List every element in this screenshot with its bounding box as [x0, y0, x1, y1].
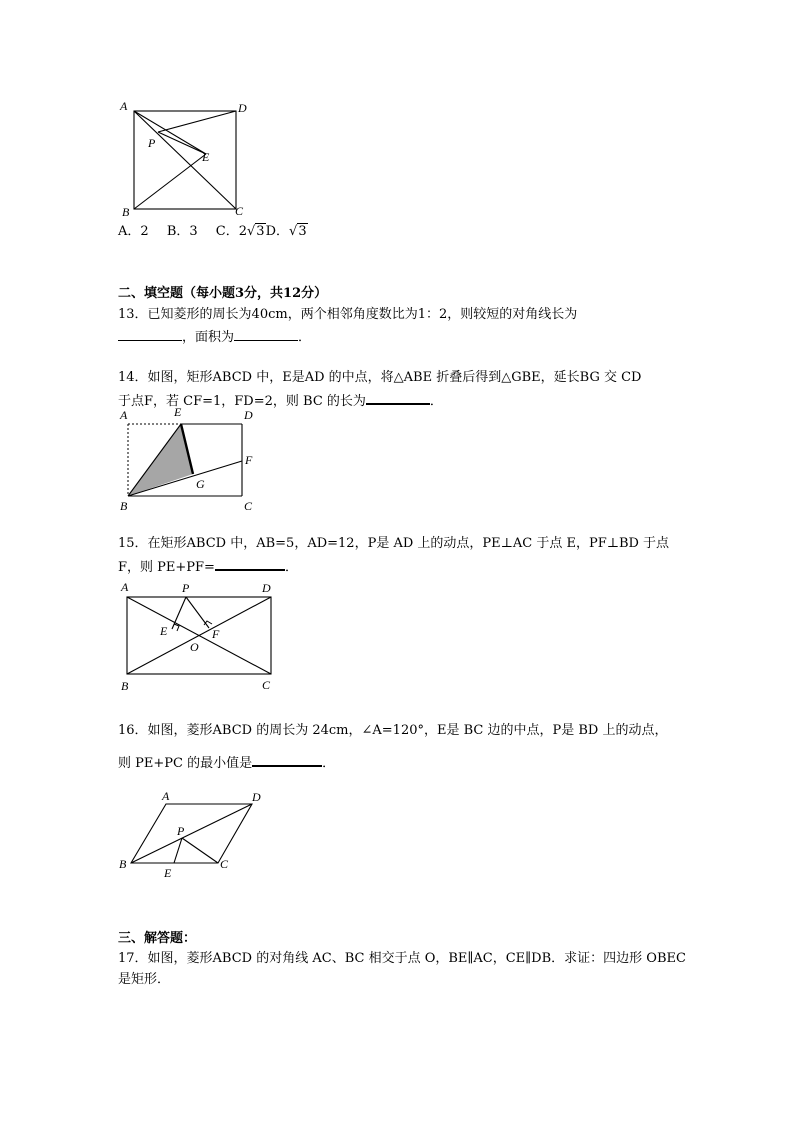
q12-choices: [118, 224, 308, 240]
q13-line2-end: ．: [298, 330, 312, 345]
q16-label-p: P: [177, 824, 185, 838]
q12-label-d: D: [238, 101, 247, 115]
q15-line2-text: F，则 PE+PF=: [118, 560, 215, 575]
section-3-title: 三、解答题：: [118, 931, 197, 946]
q13-answer-blank-2: [234, 328, 298, 341]
q13-answer-blank-1: [118, 328, 182, 341]
q14-label-g: G: [196, 477, 205, 491]
q14-line2-end: ．: [429, 394, 443, 409]
q12-label-b: B: [122, 205, 130, 219]
q14-rectangle-figure: [114, 404, 264, 516]
q14-answer-blank: [366, 391, 430, 405]
q15-label-b: B: [121, 679, 129, 693]
q16-line2: [118, 753, 335, 772]
q15-line2: [118, 557, 298, 576]
q12-choice-d-radicand: 3: [298, 224, 307, 239]
q15-label-d: D: [262, 581, 271, 595]
q16-label-b: B: [119, 857, 127, 871]
q14-label-c: C: [244, 499, 253, 513]
q12-choice-c-prefix: C．2: [215, 224, 247, 239]
q16-line2-text: 则 PE+PC 的最小值是: [118, 756, 253, 771]
q13-line2-mid: ，面积为: [182, 330, 235, 345]
q14-label-d: D: [244, 408, 253, 422]
q17-line2: 是矩形．: [118, 972, 171, 987]
q12-choice-d: D．√3: [265, 224, 307, 239]
section-2-title: 二、填空题（每小题3分，共12分）: [118, 286, 328, 301]
q16-line1: 16．如图，菱形ABCD 的周长为 24cm，∠A=120°，E是 BC 边的中点，P是 BD 上的动点，: [118, 723, 668, 738]
q15-line2-end: ．: [284, 560, 298, 575]
q14-line1: 14．如图，矩形ABCD 中，E是AD 的中点，将△ABE 折叠后得到△GBE，延长BG 交 CD: [118, 370, 642, 385]
q12-choice-d-prefix: D．: [265, 224, 290, 239]
q16-label-e: E: [164, 866, 172, 880]
q14-label-a: A: [120, 408, 128, 422]
q12-label-a: A: [120, 99, 128, 113]
q15-line1: 15．在矩形ABCD 中，AB=5，AD=12，P是 AD 上的动点，PE⊥AC 于点 E，PF⊥BD 于点: [118, 536, 670, 551]
q12-label-c: C: [235, 204, 244, 218]
q15-label-p: P: [182, 581, 190, 595]
q16-label-c: C: [220, 857, 229, 871]
q12-choice-b: B．3: [166, 224, 198, 239]
q12-choice-c-radicand: 3: [256, 224, 265, 239]
q12-square-figure: [114, 98, 254, 222]
q16-label-a: A: [162, 789, 170, 803]
q15-label-f: F: [212, 627, 220, 641]
q15-label-o: O: [190, 640, 199, 654]
q14-label-b: B: [120, 499, 128, 513]
q16-line2-end: ．: [322, 756, 336, 771]
q14-label-e: E: [174, 405, 182, 419]
q12-choice-c: C．2√3: [215, 224, 265, 239]
q15-label-c: C: [262, 678, 271, 692]
q14-label-f: F: [245, 453, 253, 467]
q16-label-d: D: [252, 790, 261, 804]
q15-label-a: A: [121, 580, 129, 594]
q16-answer-blank: [252, 753, 322, 767]
q13-line1: 13．已知菱形的周长为40cm，两个相邻角度数比为1：2，则较短的对角线长为: [118, 307, 578, 322]
q13-line2: [118, 328, 311, 346]
q15-label-e: E: [160, 624, 168, 638]
q15-rectangle-figure: [114, 578, 284, 696]
q12-label-p: P: [148, 136, 156, 150]
q15-answer-blank: [215, 557, 285, 571]
q12-label-e: E: [202, 150, 210, 164]
q17-line1: 17．如图，菱形ABCD 的对角线 AC、BC 相交于点 O，BE∥AC，CE∥DB．求证：四边形 OBEC: [118, 951, 686, 966]
q12-choice-a: A．2: [118, 224, 149, 239]
q14-line2-text: 于点F，若 CF=1，FD=2，则 BC 的长为: [118, 394, 366, 409]
q16-rhombus-figure: [114, 786, 274, 886]
